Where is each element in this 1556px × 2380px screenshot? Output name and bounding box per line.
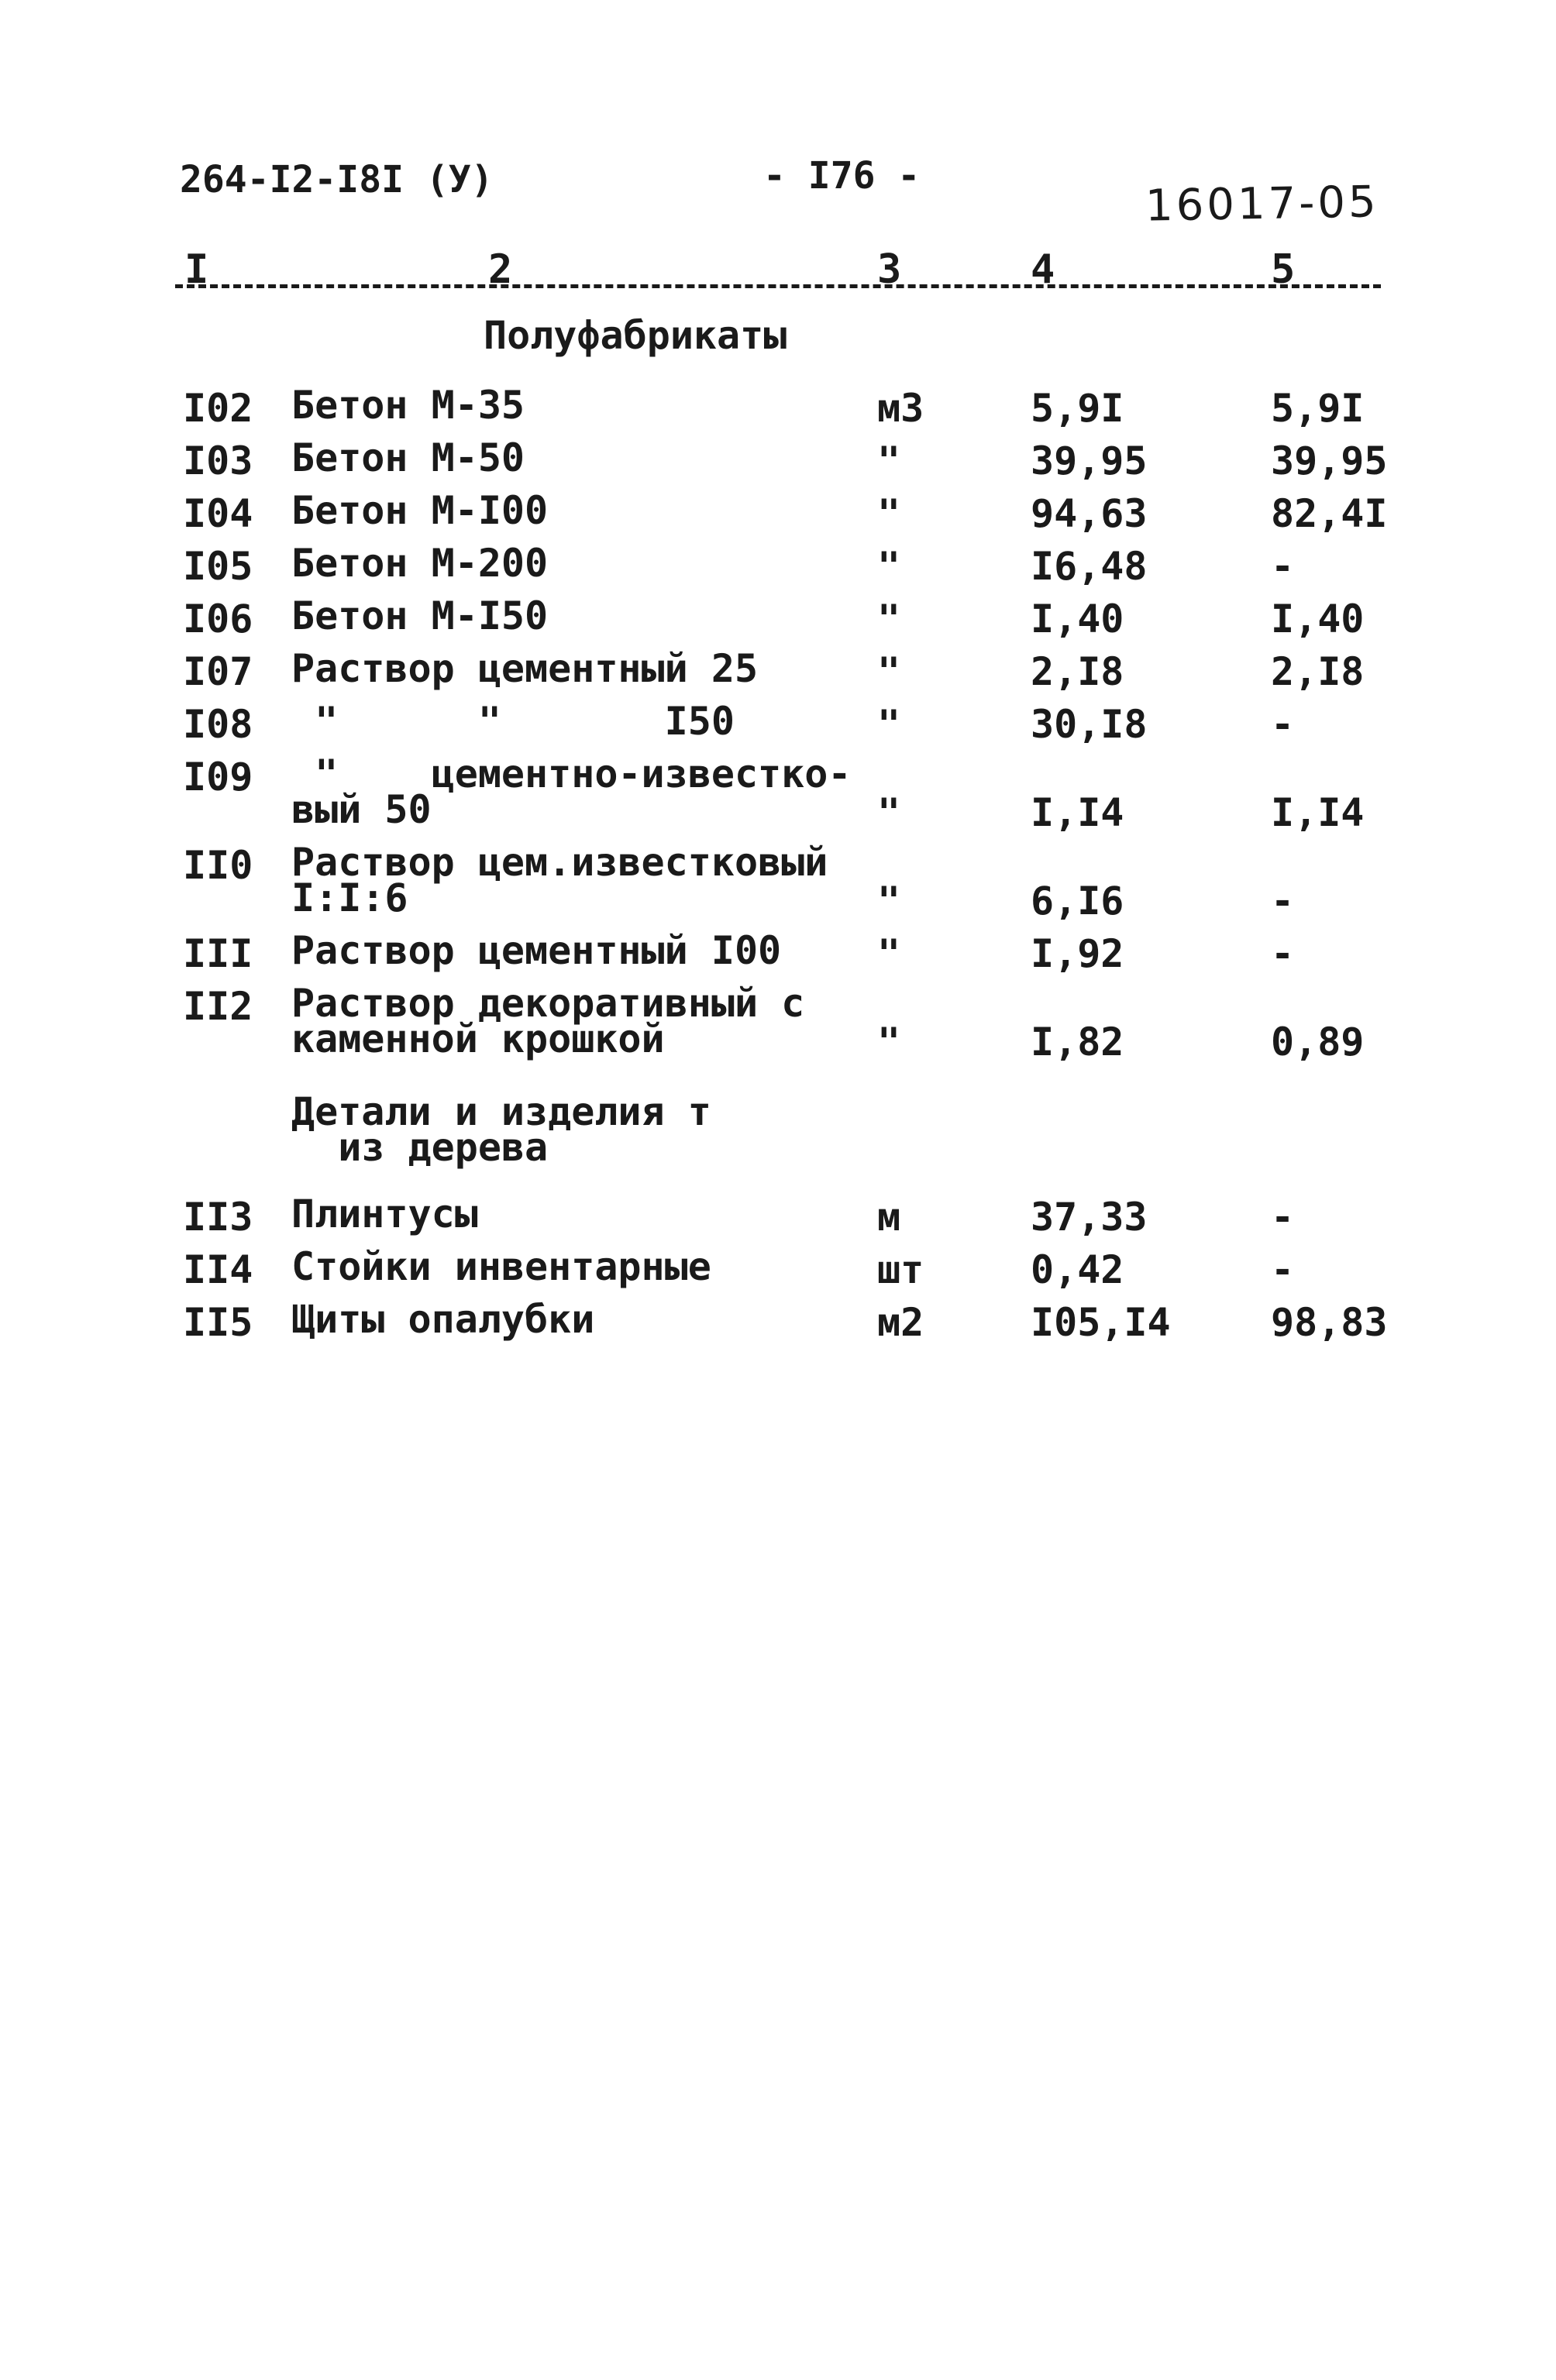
row-name: " цементно-известко- вый 50 <box>291 751 852 832</box>
row-value-col4: 30,I8 <box>1031 702 1148 747</box>
column-header-1: I <box>184 246 209 293</box>
row-value-col5: I,I4 <box>1271 790 1365 835</box>
row-value-col5: - <box>1271 1195 1295 1240</box>
row-value-col4: 94,63 <box>1031 491 1148 536</box>
row-value-col4: I,I4 <box>1031 790 1124 835</box>
row-unit: " <box>877 544 901 589</box>
row-unit: " <box>877 1020 901 1064</box>
row-number: II3 <box>183 1195 253 1240</box>
page-number: - I76 - <box>763 154 921 198</box>
row-unit: " <box>877 879 901 923</box>
section-title-wood-parts: Детали и изделия т из дерева <box>291 1089 711 1170</box>
header-dashed-line <box>175 284 1381 288</box>
row-value-col5: 5,9I <box>1271 386 1365 431</box>
handwritten-number: 16017-05 <box>1145 177 1380 232</box>
row-value-col5: - <box>1271 879 1295 923</box>
row-value-col4: I,82 <box>1031 1020 1124 1064</box>
row-name: Раствор цементный I00 <box>291 928 782 973</box>
row-unit: " <box>877 439 901 483</box>
row-value-col4: 37,33 <box>1031 1195 1148 1240</box>
row-unit: " <box>877 597 901 641</box>
row-unit: м2 <box>877 1300 924 1345</box>
row-number: I08 <box>183 702 253 747</box>
row-number: I02 <box>183 386 253 431</box>
row-name: " " I50 <box>291 699 735 744</box>
column-header-5: 5 <box>1271 246 1296 293</box>
row-value-col4: 0,42 <box>1031 1247 1124 1292</box>
row-unit: " <box>877 491 901 536</box>
row-number: I09 <box>183 755 253 800</box>
row-value-col4: I,40 <box>1031 597 1124 641</box>
row-value-col5: 2,I8 <box>1271 649 1365 694</box>
row-value-col4: 6,I6 <box>1031 879 1124 923</box>
row-unit: " <box>877 702 901 747</box>
row-unit: шт <box>877 1247 924 1292</box>
row-name: Бетон М-200 <box>291 541 549 586</box>
row-value-col5: - <box>1271 931 1295 976</box>
row-name: Плинтусы <box>291 1192 478 1236</box>
document-code: 264-I2-I8I (У) <box>180 158 494 201</box>
row-unit: м <box>877 1195 901 1240</box>
row-value-col5: 98,83 <box>1271 1300 1388 1345</box>
row-name: Раствор цем.известковый I:I:6 <box>291 840 828 920</box>
column-header-4: 4 <box>1031 246 1055 293</box>
row-value-col5: - <box>1271 1247 1295 1292</box>
row-value-col5: - <box>1271 544 1295 589</box>
row-value-col5: 0,89 <box>1271 1020 1365 1064</box>
row-value-col5: 82,4I <box>1271 491 1388 536</box>
row-value-col5: - <box>1271 702 1295 747</box>
row-value-col5: I,40 <box>1271 597 1365 641</box>
row-number: III <box>183 931 253 976</box>
row-value-col5: 39,95 <box>1271 439 1388 483</box>
row-value-col4: 5,9I <box>1031 386 1124 431</box>
row-name: Щиты опалубки <box>291 1297 595 1342</box>
row-number: I05 <box>183 544 253 589</box>
row-value-col4: I05,I4 <box>1031 1300 1171 1345</box>
row-unit: " <box>877 790 901 835</box>
row-name: Бетон М-50 <box>291 435 525 480</box>
row-name: Раствор цементный 25 <box>291 646 759 691</box>
row-number: I04 <box>183 491 253 536</box>
row-unit: " <box>877 649 901 694</box>
row-number: I03 <box>183 439 253 483</box>
row-value-col4: I6,48 <box>1031 544 1148 589</box>
row-unit: м3 <box>877 386 924 431</box>
row-number: II5 <box>183 1300 253 1345</box>
row-name: Раствор декоративный с каменной крошкой <box>291 981 805 1061</box>
row-value-col4: 39,95 <box>1031 439 1148 483</box>
row-number: II4 <box>183 1247 253 1292</box>
row-number: II0 <box>183 843 253 888</box>
section-title-semi-products: Полуфабрикаты <box>484 313 787 358</box>
row-value-col4: I,92 <box>1031 931 1124 976</box>
row-name: Бетон М-35 <box>291 383 525 428</box>
row-number: I06 <box>183 597 253 641</box>
row-number: I07 <box>183 649 253 694</box>
row-unit: " <box>877 931 901 976</box>
column-header-2: 2 <box>488 246 513 293</box>
row-number: II2 <box>183 984 253 1029</box>
row-name: Стойки инвентарные <box>291 1244 711 1289</box>
row-value-col4: 2,I8 <box>1031 649 1124 694</box>
row-name: Бетон М-I00 <box>291 488 549 533</box>
column-header-3: 3 <box>877 246 902 293</box>
row-name: Бетон М-I50 <box>291 593 549 638</box>
